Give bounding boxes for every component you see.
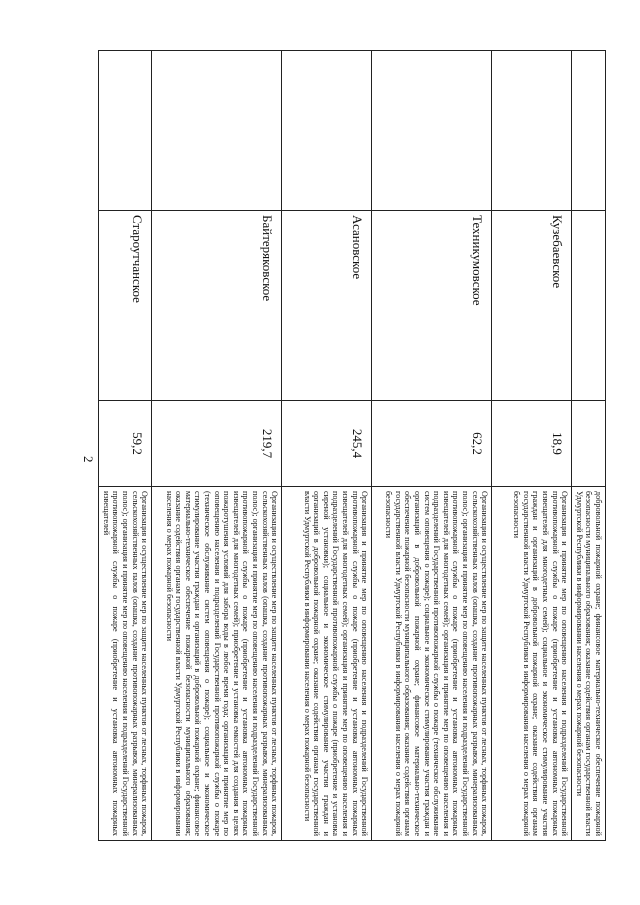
table-row [152,51,282,841]
name-cell [572,211,606,401]
continuation-text [572,487,606,841]
continuation-text-body: добровольной пожарной охране; финансовое материально-техническое обеспечение пожарной безопасности муниципального образования; оказание содействия органам государственной власти Удмуртской Республики в информировании населения о мерах пожарной безопасности [574,491,603,836]
blank-cell [492,51,572,211]
table-row [99,51,152,841]
activity-description: Организация и осуществление мер по защите населенных пунктов от лесных, торфяных пожаров, сельскохозяйственных палов (опашка, создание противопожарных разрывов, минерализованных полос); организация и принятие мер по оповещению населения и подразделений Государственной противопожарной службы о пожаре (приобретение и установка автономных пожарных извещателей [99,487,152,841]
municipality-name: Асановское [282,211,372,401]
funding-amount: 219,7 [152,401,282,487]
funding-table [98,50,606,841]
funding-amount: 59,2 [99,401,152,487]
activity-description: Организация и принятие мер по оповещению населения и подразделений Государственной противопожарной службы о пожаре (приобретение и установка автономных пожарных извещателей для многодетных семей); социальное и экономическое стимулирование участия граждан и организаций в добровольной пожарной охране; оказание содействия органам государственной власти Удмуртской Республики в информировании населения о мерах пожарной безопасности [492,487,572,841]
table-row [492,51,572,841]
funding-amount: 245,4 [282,401,372,487]
blank-cell [282,51,372,211]
table-row [372,51,492,841]
amount-cell [572,401,606,487]
activity-description: Организация и принятие мер по оповещению населения и подразделений Государственной противопожарной службы о пожаре (приобретение и установка автономных пожарных извещателей для многодетных семей); организация и принятие мер по оповещению населения и подразделений Государственной противопожарной службы о пожаре (приобретение и установка сиреной установки); социальное и экономическое стимулирование участия граждан и организаций в добровольной пожарной охране; оказание содействия органам государственной власти Удмуртской Республики в информировании населения о мерах пожарной безопасности [282,487,372,841]
table-row-continuation [572,51,606,841]
document-frame [34,50,606,840]
funding-amount: 18,9 [492,401,572,487]
municipality-name: Техникумовское [372,211,492,401]
activity-description: Организация и осуществление мер по защите населенных пунктов от лесных, торфяных пожаров, сельскохозяйственных палов (опашка, создание противопожарных разрывов, минерализованных полос); организация и принятие мер по оповещению населения и подразделений Государственной противопожарной службы о пожаре (приобретение и установка автономных пожарных извещателей для многодетных семей); приобретение и установка емкостей для создания в целях пожаротушения условий для забора воды в любое время года; организация и принятие мер по оповещению населения и подразделений Государственной противопожарной службы о пожаре (техническое обслуживание систем оповещения о пожаре); социальное и экономическое стимулирование участия граждан и организаций в добровольной пожарной охране; финансовое материально-техническое обеспечение пожарной безопасности муниципального образования; оказание содействия органам государственной власти Удмуртской Республики в информировании населения о мерах пожарной безопасности [152,487,282,841]
blank-cell [152,51,282,211]
municipality-name: Староутчанское [99,211,152,401]
municipality-name: Кузебаевское [492,211,572,401]
blank-cell [572,51,606,211]
activity-description: Организация и осуществление мер по защите населенных пунктов от лесных, торфяных пожаров, сельскохозяйственных палов (опашка, создание противопожарных разрывов, минерализованных полос); организация и принятие мер по оповещению населения и подразделений Государственной противопожарной службы о пожаре (приобретение и установка автономных пожарных извещателей для многодетных семей); организация и принятие мер по оповещению населения и подразделений Государственной противопожарной службы о пожаре (техническое обслуживание систем оповещения о пожаре); социальное и экономическое стимулирование участия граждан и организаций в добровольной пожарной охране; финансовое материально-техническое обеспечение пожарной безопасности муниципального образования; оказание содействия органам государственной власти Удмуртской Республики в информировании населения о мерах пожарной безопасности [372,487,492,841]
funding-amount: 62,2 [372,401,492,487]
table-row [282,51,372,841]
blank-cell [372,51,492,211]
municipality-name: Байтеряковское [152,211,282,401]
blank-cell [99,51,152,211]
page-number: 2 [81,456,96,463]
rotated-table-wrapper [34,50,606,840]
